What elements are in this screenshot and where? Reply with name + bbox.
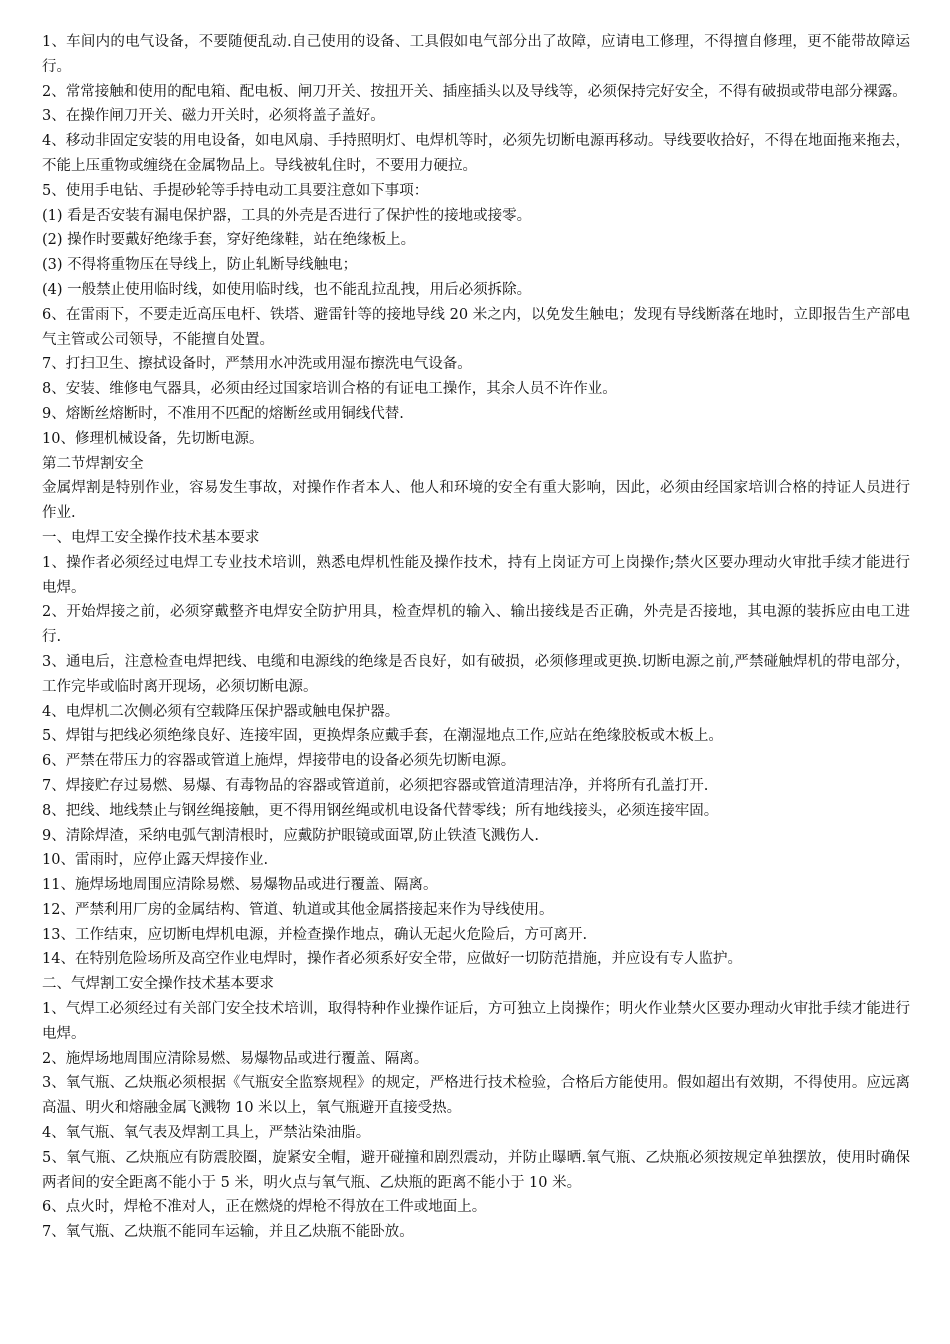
paragraph: 1、车间内的电气设备，不要随便乱动.自己使用的设备、工具假如电气部分出了故障，应请电工修理，不得擅自修理，更不能带故障运行。	[42, 34, 910, 75]
paragraph: 5、使用手电钻、手提砂轮等手持电动工具要注意如下事项：	[42, 182, 429, 199]
paragraph: (1) 看是否安装有漏电保护器，工具的外壳是否进行了保护性的接地或接零。	[42, 207, 532, 224]
paragraph: 3、氧气瓶、乙炔瓶必须根据《气瓶安全监察规程》的规定，严格进行技术检验，合格后方能使用。假如超出有效期，不得使用。应远离高温、明火和熔融金属飞溅物 10 米以上，氧气瓶避开直接受热。	[42, 1075, 910, 1117]
paragraph: (3) 不得将重物压在导线上，防止轧断导线触电；	[42, 257, 358, 274]
paragraph: 14、在特别危险场所及高空作业电焊时，操作者必须系好安全带，应做好一切防范措施，并应设有专人监护。	[42, 951, 742, 968]
paragraph: 9、熔断丝熔断时，不准用不匹配的熔断丝或用铜线代替.	[42, 405, 404, 422]
paragraph: 1、气焊工必须经过有关部门安全技术培训，取得特种作业操作证后，方可独立上岗操作；明火作业禁火区要办理动火审批手续才能进行电焊。	[42, 1001, 910, 1042]
paragraph: 6、点火时，焊枪不准对人，正在燃烧的焊枪不得放在工件或地面上。	[42, 1199, 487, 1216]
paragraph: 7、焊接贮存过易燃、易爆、有毒物品的容器或管道前，必须把容器或管道清理洁净，并将所有孔盖打开.	[42, 777, 709, 794]
paragraph: (4) 一般禁止使用临时线，如使用临时线，也不能乱拉乱拽，用后必须拆除。	[42, 281, 532, 298]
paragraph: 10、雷雨时，应停止露天焊接作业.	[42, 852, 269, 869]
paragraph: 11、施焊场地周围应清除易燃、易爆物品或进行覆盖、隔离。	[42, 877, 438, 894]
subsection-heading: 二、气焊割工安全操作技术基本要求	[42, 976, 274, 993]
paragraph: 4、移动非固定安装的用电设备，如电风扇、手持照明灯、电焊机等时，必须先切断电源再移动。导线要收拾好，不得在地面拖来拖去，不能上压重物或缠绕在金属物品上。导线被轧住时，不要用力硬拉。	[42, 133, 910, 174]
paragraph: 8、把线、地线禁止与钢丝绳接触，更不得用钢丝绳或机电设备代替零线；所有地线接头，必须连接牢固。	[42, 802, 719, 819]
paragraph: 5、氧气瓶、乙炔瓶应有防震胶圈，旋紧安全帽，避开碰撞和剧烈震动，并防止曝晒.氧气瓶、乙炔瓶必须按规定单独摆放，使用时确保两者间的安全距离不能小于 5 米，明火点与氧气瓶、乙炔瓶的距离不能小于 10 米。	[42, 1149, 910, 1191]
paragraph: 2、开始焊接之前，必须穿戴整齐电焊安全防护用具，检查焊机的输入、输出接线是否正确，外壳是否接地，其电源的装拆应由电工进行.	[42, 604, 910, 646]
paragraph: (2) 操作时要戴好绝缘手套，穿好绝缘鞋，站在绝缘板上。	[42, 232, 416, 249]
paragraph: 7、氧气瓶、乙炔瓶不能同车运输，并且乙炔瓶不能卧放。	[42, 1224, 414, 1241]
section-heading: 第二节焊割安全	[42, 455, 144, 472]
paragraph: 3、在操作闸刀开关、磁力开关时，必须将盖子盖好。	[42, 108, 385, 125]
paragraph: 6、在雷雨下，不要走近高压电杆、铁塔、避雷针等的接地导线 20 米之内，以免发生触电；发现有导线断落在地时，立即报告生产部电气主管或公司领导，不能擅自处置。	[42, 306, 910, 348]
paragraph: 13、工作结束，应切断电焊机电源，并检查操作地点，确认无起火危险后，方可离开.	[42, 926, 588, 943]
paragraph: 4、电焊机二次侧必须有空载降压保护器或触电保护器。	[42, 703, 400, 720]
paragraph: 4、氧气瓶、氧气表及焊割工具上，严禁沾染油脂。	[42, 1125, 371, 1142]
paragraph: 9、清除焊渣，采纳电弧气割清根时，应戴防护眼镜或面罩,防止铁渣飞溅伤人.	[42, 827, 539, 844]
paragraph: 2、常常接触和使用的配电箱、配电板、闸刀开关、按扭开关、插座插头以及导线等，必须保持完好安全，不得有破损或带电部分裸露。	[42, 83, 907, 100]
paragraph: 12、严禁利用厂房的金属结构、管道、轨道或其他金属搭接起来作为导线使用。	[42, 901, 554, 918]
subsection-heading: 一、电焊工安全操作技术基本要求	[42, 529, 260, 546]
paragraph: 8、安装、维修电气器具，必须由经过国家培训合格的有证电工操作，其余人员不许作业。	[42, 381, 617, 398]
paragraph: 2、施焊场地周围应清除易燃、易爆物品或进行覆盖、隔离。	[42, 1050, 429, 1067]
paragraph: 6、严禁在带压力的容器或管道上施焊，焊接带电的设备必须先切断电源。	[42, 753, 516, 770]
paragraph: 10、修理机械设备，先切断电源。	[42, 430, 264, 447]
paragraph: 7、打扫卫生、擦拭设备时，严禁用水冲洗或用湿布擦洗电气设备。	[42, 356, 472, 373]
paragraph: 1、操作者必须经过电焊工专业技术培训，熟悉电焊机性能及操作技术，持有上岗证方可上岗操作;禁火区要办理动火审批手续才能进行电焊。	[42, 554, 910, 596]
paragraph: 3、通电后，注意检查电焊把线、电缆和电源线的绝缘是否良好，如有破损，必须修理或更换.切断电源之前,严禁碰触焊机的带电部分，工作完毕或临时离开现场，必须切断电源。	[42, 653, 910, 695]
paragraph: 5、焊钳与把线必须绝缘良好、连接牢固，更换焊条应戴手套，在潮湿地点工作,应站在绝缘胶板或木板上。	[42, 728, 723, 745]
paragraph: 金属焊割是特别作业，容易发生事故，对操作作者本人、他人和环境的安全有重大影响，因此，必须由经国家培训合格的持证人员进行作业.	[42, 480, 910, 522]
